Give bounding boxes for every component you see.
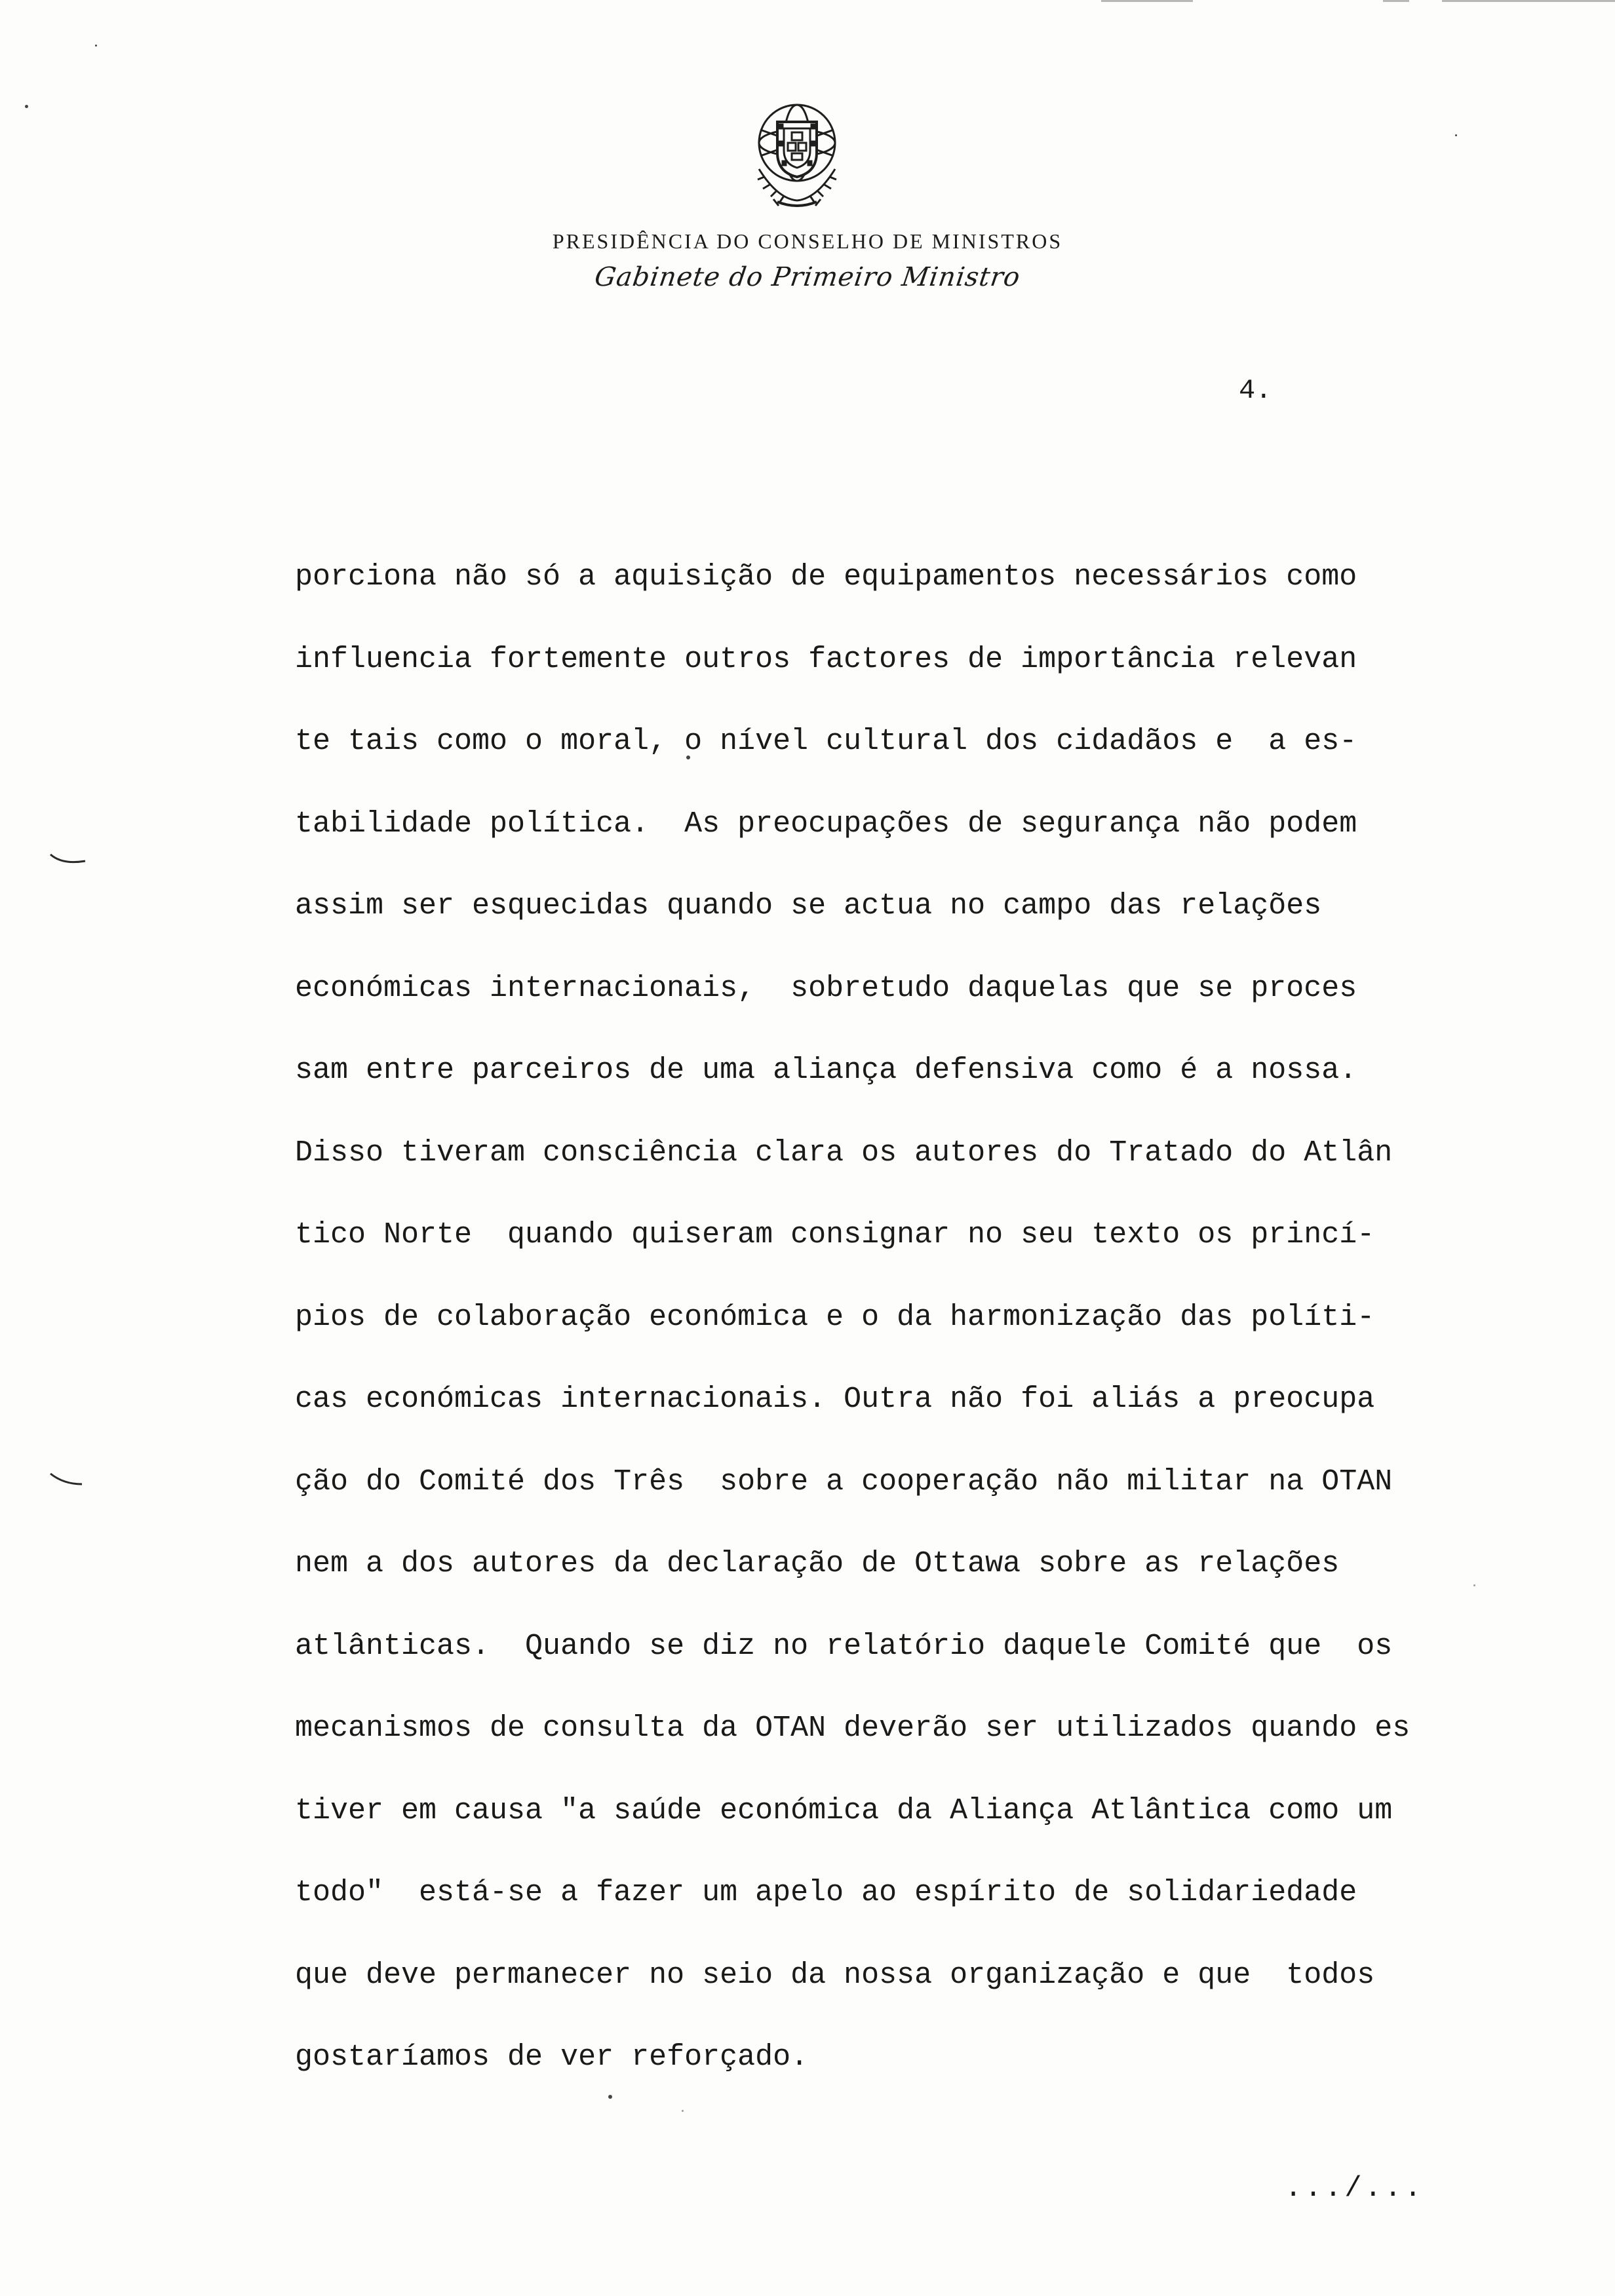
- text-line: sam entre parceiros de uma aliança defensiva como é a nossa.: [295, 1054, 1357, 1087]
- speck: [682, 2110, 684, 2112]
- scan-mark: [1383, 0, 1409, 2]
- scan-mark: [1101, 0, 1193, 2]
- continuation-mark: .../...: [1285, 2172, 1424, 2205]
- text-line: atlânticas. Quando se diz no relatório daquele Comité que os: [295, 1629, 1393, 1663]
- speck: [25, 105, 28, 108]
- text-line: gostaríamos de ver reforçado.: [295, 2040, 809, 2074]
- text-line: que deve permanecer no seio da nossa organização e que todos: [295, 1958, 1375, 1992]
- text-line: tico Norte quando quiseram consignar no seu texto os princí-: [295, 1218, 1375, 1252]
- text-line: nem a dos autores da declaração de Ottawa sobre as relações: [295, 1547, 1340, 1580]
- text-line: porciona não só a aquisição de equipamentos necessários como: [295, 560, 1357, 594]
- margin-tick-mark: [49, 1471, 88, 1491]
- text-line: tiver em causa "a saúde económica da Aliança Atlântica como um: [295, 1793, 1393, 1827]
- page-number: 4.: [1239, 375, 1272, 406]
- coat-of-arms-seal: [731, 90, 863, 221]
- speck: [95, 45, 97, 47]
- text-line: todo" está-se a fazer um apelo ao espírito de solidariedade: [295, 1876, 1357, 1909]
- text-line: influencia fortemente outros factores de importância relevan: [295, 642, 1357, 676]
- text-line: ção do Comité dos Três sobre a cooperação não militar na OTAN: [295, 1464, 1393, 1499]
- organization-name: PRESIDÊNCIA DO CONSELHO DE MINISTROS: [552, 229, 1063, 253]
- text-line: Disso tiveram consciência clara os autores do Tratado do Atlân: [295, 1136, 1393, 1170]
- scan-mark: [1442, 0, 1615, 2]
- text-line: económicas internacionais, sobretudo daquelas que se proces: [295, 971, 1357, 1005]
- text-line: assim ser esquecidas quando se actua no campo das relações: [295, 889, 1322, 923]
- margin-tick-mark: [49, 852, 88, 871]
- text-line: pios de colaboração económica e o da harmonização das políti-: [295, 1300, 1375, 1334]
- speck: [1455, 134, 1457, 136]
- text-line: te tais como o moral, o nível cultural dos cidadãos e a es-: [295, 725, 1357, 758]
- body-text: [295, 536, 1540, 2099]
- text-line: mecanismos de consulta da OTAN deverão ser utilizados quando es: [295, 1712, 1411, 1745]
- text-line: tabilidade política. As preocupações de segurança não podem: [295, 807, 1357, 841]
- text-line: cas económicas internacionais. Outra não foi aliás a preocupa: [295, 1383, 1375, 1416]
- office-name: Gabinete do Primeiro Ministro: [593, 262, 1022, 292]
